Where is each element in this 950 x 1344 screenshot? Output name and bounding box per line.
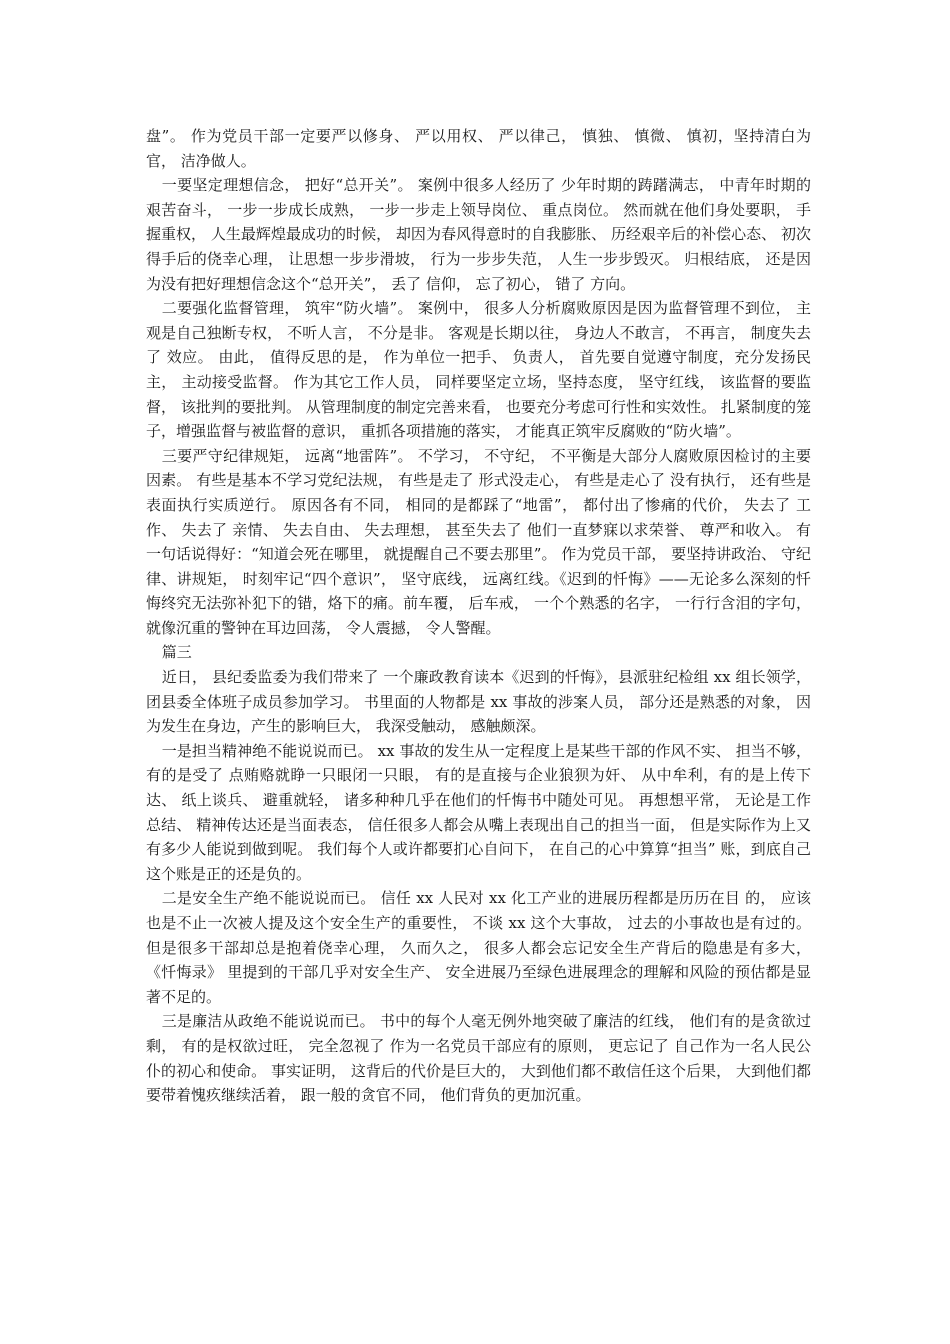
paragraph-safety: 二是安全生产绝不能说说而已。 信任 xx 人民对 xx 化工产业的进展历程都是历历在目 的， 应该也是不止一次被人提及这个安全生产的重要性， 不谈 xx 这个大事故， 过去的小事故也是有过的。 但是很多干部却总是抱着侥幸心理， 久而久之， 很多人都会忘记安全生产背后的隐患是有多大， 《忏悔录》 里提到的干部几乎对安全生产、 安全进展乃至绿色进展理念的理解和风险的预估都是显著不足的。 xyxy=(146,889,811,1006)
paragraph-intro: 近日， 县纪委监委为我们带来了 一个廉政教育读本《迟到的忏悔》，县派驻纪检组 xx 组长领学， 团县委全体班子成员参加学习。 书里面的人物都是 xx 事故的涉案人员， 部分还是熟悉的对象， 因为发生在身边，产生的影响巨大， 我深受触动， 感触颇深。 xyxy=(146,668,811,736)
paragraph-integrity: 三是廉洁从政绝不能说说而已。 书中的每个人毫无例外地突破了廉洁的红线， 他们有的是贪欲过剩， 有的是权欲过旺， 完全忽视了 作为一名党员干部应有的原则， 更忘记了 自己作为一名人民公仆的初心和使命。 事实证明， 这背后的代价是巨大的， 大到他们都不敢信任这个后果， 大到他们都要带着愧疚继续活着， 跟一般的贪官不同， 他们背负的更加沉重。 xyxy=(146,1012,811,1105)
document-body xyxy=(146,124,811,1108)
paragraph-continuation: 盘”。 作为党员干部一定要严以修身、 严以用权、 严以律己， 慎独、 慎微、 慎初，坚持清白为官， 洁净做人。 xyxy=(146,127,811,170)
paragraph-discipline: 三要严守纪律规矩， 远离“地雷阵”。 不学习， 不守纪， 不平衡是大部分人腐败原因检讨的主要因素。 有些是基本不学习党纪法规， 有些是走了 形式没走心， 有些是走心了 没有执行， 还有些是表面执行实质逆行。 原因各有不同， 相同的是都踩了“地雷”， 都付出了惨痛的代价， 失去了 工作、 失去了 亲情、 失去自由、 失去理想， 甚至失去了 他们一直梦寐以求荣誉、 尊严和收入。 有一句话说得好：“知道会死在哪里， 就提醒自己不要去那里”。 作为党员干部， 要坚持讲政治、 守纪律、讲规矩， 时刻牢记“四个意识”， 坚守底线， 远离红线。《迟到的忏悔》——无论多么深刻的忏悔终究无法弥补犯下的错，烙下的痛。前车覆， 后车戒， 一个个熟悉的名字， 一行行含泪的字句，就像沉重的警钟在耳边回荡， 令人震撼， 令人警醒。 xyxy=(146,446,811,637)
paragraph-responsibility: 一是担当精神绝不能说说而已。 xx 事故的发生从一定程度上是某些干部的作风不实、 担当不够， 有的是受了 点贿赂就睁一只眼闭一只眼， 有的是直接与企业狼狈为奸、 从中牟利，有的是上传下达、 纸上谈兵、 避重就轻， 诸多种种几乎在他们的忏悔书中随处可见。 再想想平常， 无论是工作总结、 精神传达还是当面表态， 信任很多人都会从嘴上表现出自己的担当一面， 但是实际作为上又有多少人能说到做到呢。 我们每个人或许都要扪心自问下， 在自己的心中算算“担当” 账，到底自己这个账是正的还是负的。 xyxy=(146,741,811,883)
paragraph-supervision: 二要强化监督管理， 筑牢“防火墙”。 案例中， 很多人分析腐败原因是因为监督管理不到位， 主观是自己独断专权， 不听人言， 不分是非。 客观是长期以往， 身边人不敢言， 不再言， 制度失去了 效应。 由此， 值得反思的是， 作为单位一把手、 负责人， 首先要自觉遵守制度，充分发扬民主， 主动接受监督。 作为其它工作人员， 同样要坚定立场，坚持态度， 坚守红线， 该监督的要监督， 该批判的要批判。 从管理制度的制定完善来看， 也要充分考虑可行性和实效性。 扎紧制度的笼子，增强监督与被监督的意识， 重抓各项措施的落实， 才能真正筑牢反腐败的“防火墙”。 xyxy=(146,299,811,441)
section-heading: 篇三 xyxy=(161,643,192,662)
paragraph-ideals: 一要坚定理想信念， 把好“总开关”。 案例中很多人经历了 少年时期的踌躇满志， 中青年时期的艰苦奋斗， 一步一步成长成熟， 一步一步走上领导岗位、 重点岗位。 然而就在他们身处要职， 手握重权， 人生最辉煌最成功的时候， 却因为春风得意时的自我膨胀、 历经艰辛后的补偿心态、 初次得手后的侥幸心理， 让思想一步步滑坡， 行为一步步失范， 人生一步步毁灭。 归根结底， 还是因为没有把好理想信念这个“总开关”， 丢了 信仰， 忘了初心， 错了 方向。 xyxy=(146,176,811,293)
